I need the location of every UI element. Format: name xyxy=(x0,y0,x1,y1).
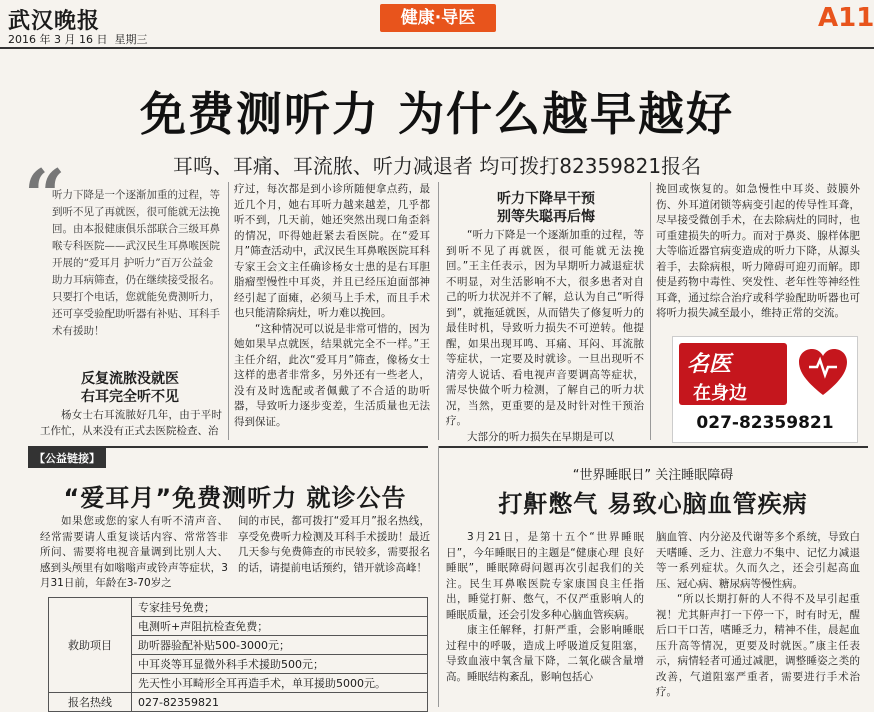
col3-paragraph-1: “听力下降是一个逐渐加重的过程，等到听不见了再就医，很可能就无法挽回。”王主任表示，因为早期听力减退症状不明显，对生活影响不大，很多患者对自己的听力状况并不了解，总认为自己“听得到”，就拖延就医，从而错失了修复听力的最佳时机，导致听力损失不可逆转。他提醒，如果出现耳鸣、耳痛、耳闷、耳流脓等症状，一定要及时就诊。一旦出现听不清旁人说话、看电视声音要调高等症状，需尽快做个听力检测，了解自己的听力状况，当然，更重要的是及时针对性干预治疗。 xyxy=(446,229,644,427)
col1-body xyxy=(40,408,222,439)
col4-body xyxy=(656,182,860,322)
col3-paragraph-2: 大部分的听力损失在早期是可以 xyxy=(467,430,614,443)
notice-paragraph-2: 间的市民，都可拨打“爱耳月”报名热线，享受免费听力检测及耳科手术援助！最近几天参与免费筛查的市民较多，需要报名的话，请提前电话预约，错开就诊高峰！ xyxy=(238,515,430,574)
sleep-kicker: “世界睡眠日” 关注睡眠障碍 xyxy=(572,468,734,483)
ad-red-panel xyxy=(679,343,787,405)
sleep-paragraph-3: 脑血管、内分泌及代谢等多个系统，导致白天嗜睡、乏力、注意力不集中、记忆力减退等一系列症状。久而久之，还会引起高血压、冠心病、糖尿病等慢性病。 xyxy=(656,531,860,590)
aid-label: 救助项目 xyxy=(49,598,132,693)
heart-stethoscope-icon xyxy=(795,345,851,401)
sleep-paragraph-1: 3月21日，是第十五个“世界睡眠日”，今年睡眠日的主题是“健康心理 良好睡眠”，睡眠障碍问题再次引起我们的关注。民生耳鼻喉医院专家康国良主任指出，睡觉打鼾、憋气，不仅严重影响人的睡眠质量，还会引发多种心脑血管疾病。 xyxy=(446,531,644,621)
sleep-paragraph-2: 康主任解释，打鼾严重，会影响睡眠过程中的呼吸，造成上呼吸道反复阻塞，导致血液中氧含量下降，二氧化碳含量增高。睡眠结构紊乱，影响包括心 xyxy=(446,624,644,683)
table-row xyxy=(49,693,428,712)
dateline xyxy=(8,31,147,47)
table-row xyxy=(49,598,428,617)
col3-body xyxy=(446,228,644,445)
col1-heading-line2: 右耳完全听不见 xyxy=(81,389,179,405)
column-divider xyxy=(438,446,439,707)
main-headline: 免费测听力 为什么越早越好 xyxy=(139,87,734,141)
col2-paragraph-1: 疗过，每次都是到小诊所随便拿点药，最近几个月，她右耳听力越来越差，几乎都听不到，几天前，她还突然出现口角歪斜的情况，吓得她赶紧去看医院。在“爱耳月”筛查活动中，武汉民生耳鼻喉医院耳科专家王会文主任确诊杨女士患的是右耳胆脂瘤型慢性中耳炎，并且已经压迫面部神经引起了面瘫，必须马上手术，而且手术也只能清除病灶，听力难以挽回。 xyxy=(234,183,430,319)
sleep-col2 xyxy=(656,530,860,701)
column-divider xyxy=(650,182,651,440)
col3-heading-line2: 别等失聪再后悔 xyxy=(497,209,595,225)
ad-phone: 027-82359821 xyxy=(696,413,834,433)
col1-heading-line1: 反复流脓没就医 xyxy=(81,371,179,387)
sleep-title: 打鼾憋气 易致心脑血管疾病 xyxy=(498,490,808,518)
masthead-rule xyxy=(0,47,874,49)
sleep-col1 xyxy=(446,530,644,685)
col1-heading xyxy=(40,370,220,406)
column-divider xyxy=(228,182,229,440)
aid-item: 专家挂号免费； xyxy=(132,598,428,617)
sleep-paragraph-4: “所以长期打鼾的人不得不及早引起重视！尤其鼾声打一下停一下，时有时无，醒后口干口苦，嗜睡乏力，精神不佳，晨起血压升高等情况，更要及时就医。”康主任表示，病情轻者可通过减肥，调整睡姿之类的改善，气道阻塞严重者，需要进行手术治疗。 xyxy=(656,593,860,698)
col2-paragraph-2: “这种情况可以说是非常可惜的，因为她如果早点就医，结果就完全不一样。”王主任介绍，此次“爱耳月”筛查，像杨女士这样的患者非常多，另外还有一些老人，没有及时选配或者佩戴了不合适的助听器，导致听力逐步变差，生活质量也无法得到保证。 xyxy=(234,322,430,428)
aid-item: 电测听+声阻抗检查免费； xyxy=(132,617,428,636)
doctor-ad xyxy=(672,336,858,443)
column-divider xyxy=(438,182,439,440)
ad-title: 名医 xyxy=(687,351,732,377)
section-rule xyxy=(438,446,868,448)
notice-col2 xyxy=(238,514,430,576)
aid-table xyxy=(48,597,428,712)
notice-col1 xyxy=(40,514,228,592)
date: 2016 年 3 月 16 日 xyxy=(8,33,108,46)
col3-heading-line1: 听力下降早干预 xyxy=(497,191,595,207)
aid-item: 助听器验配补贴500-3000元； xyxy=(132,636,428,655)
main-subheadline: 耳鸣、耳痛、耳流脓、听力减退者 均可拨打82359821报名 xyxy=(172,154,702,178)
intro-paragraph: 听力下降是一个逐渐加重的过程，等到听不见了再就医，很可能就无法挽回。由本报健康俱乐部联合三级耳鼻喉专科医院——武汉民生耳鼻喉医院开展的“爱耳月 护听力”百万公益金助力耳病筛查，仍在继续接受报名。只要打个电话，您就能免费测听力，还可享受验配助听器有补贴、耳科手术有援助！ xyxy=(52,189,220,337)
aid-item: 中耳炎等耳显微外科手术援助500元； xyxy=(132,655,428,674)
page-number: A11 xyxy=(818,3,874,33)
ad-subtitle: 在身边 xyxy=(693,383,747,404)
col3-heading xyxy=(448,190,644,226)
notice-title: “爱耳月”免费测听力 就诊公告 xyxy=(63,484,407,512)
aid-item: 先天性小耳畸形全耳再造手术，单耳援助5000元。 xyxy=(132,674,428,693)
weekday: 星期三 xyxy=(114,33,148,46)
col2-body xyxy=(234,182,430,430)
hotline-number: 027-82359821 xyxy=(132,693,428,712)
newspaper-masthead: 武汉晚报 xyxy=(8,8,101,34)
quote-mark-icon: “ xyxy=(24,153,66,238)
col1-paragraph: 杨女士右耳流脓好几年，由于平时工作忙，从来没有正式去医院检查、治 xyxy=(40,409,222,437)
section-banner: 健康·导医 xyxy=(380,4,496,32)
col4-paragraph: 挽回或恢复的。如急慢性中耳炎、鼓膜外伤、外耳道闭锁等病变引起的传导性耳聋，尽早接受微创手术，在去除病灶的同时，也可重建损失的听力。而对于鼻炎、腺样体肥大等临近器官病变造成的听力下降，从源头着手，去除病根，听力障碍可迎刃而解。即使是药物中毒性、突发性、老年性等神经性耳聋，通过综合治疗或科学验配助听器也可将听力损失减至最小，维持正常的交流。 xyxy=(656,183,860,319)
notice-tag: 【公益链接】 xyxy=(28,448,106,468)
hotline-label: 报名热线 xyxy=(49,693,132,712)
notice-paragraph-1: 如果您或您的家人有听不清声音、经常需要请人重复谈话内容、常常答非所问、需要将电视音量调到比别人大、感到头颅里有如嗡嗡声或铃声等症状，3月31日前，年龄在3-70岁之 xyxy=(40,515,228,589)
